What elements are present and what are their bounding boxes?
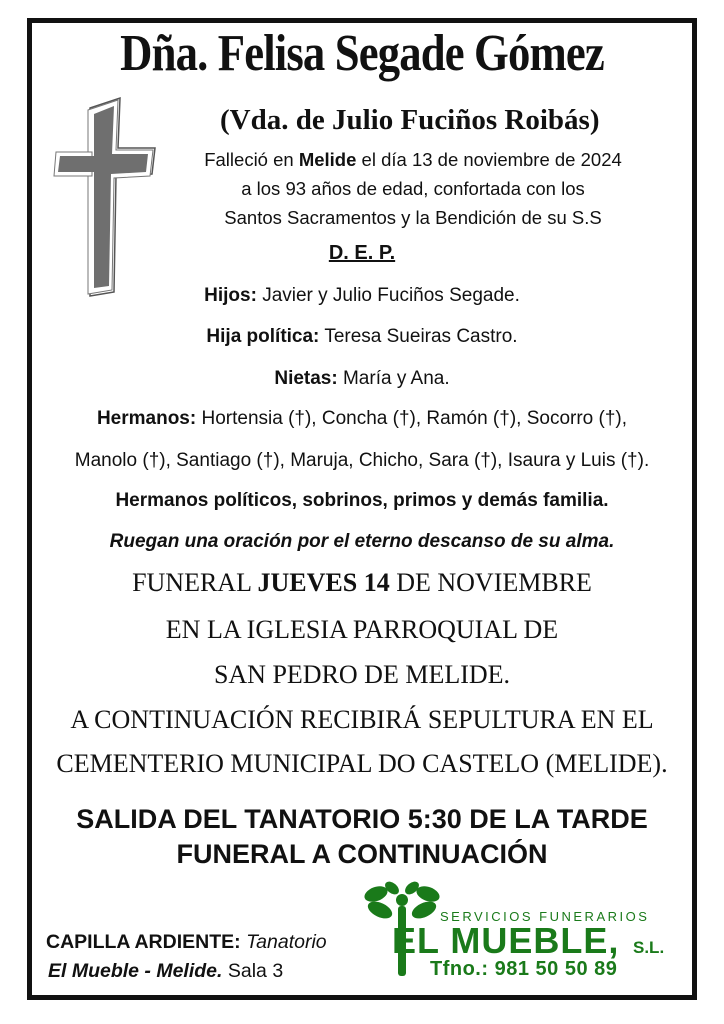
logo-brand: EL MUEBLE, [392,920,620,961]
logo-suffix: S.L. [633,938,665,957]
death-line-2: a los 93 años de edad, confortada con los [241,178,585,199]
dep-heading: D. E. P. [328,242,396,264]
siblings-line-1: Hermanos: Hortensia (†), Concha (†), Ramón (†), Socorro (†), [96,408,628,429]
death-line-3: Santos Sacramentos y la Bendición de su S.S [224,207,602,228]
funeral-line-4: A CONTINUACIÓN RECIBIRÁ SEPULTURA EN EL [70,705,654,734]
death-line-1: Falleció en Melide el día 13 de noviembre de 2024 [204,149,622,170]
widow-of: (Vda. de Julio Fuciños Roibás) [220,104,600,136]
chapel-line-2: El Mueble - Melide. Sala 3 [48,960,284,982]
cross-icon [52,96,158,298]
logo-services: SERVICIOS FUNERARIOS [440,909,650,924]
departure-line-1: SALIDA DEL TANATORIO 5:30 DE LA TARDE [76,804,648,834]
departure-line-2: FUNERAL A CONTINUACIÓN [176,839,548,869]
logo-phone: Tfno.: 981 50 50 89 [430,958,618,980]
extended-family: Hermanos políticos, sobrinos, primos y demás familia. [115,490,609,511]
siblings-line-2: Manolo (†), Santiago (†), Maruja, Chicho, Sara (†), Isaura y Luis (†). [74,450,650,471]
deceased-name: Dña. Felisa Segade Gómez [120,25,604,82]
children-line: Hijos: Javier y Julio Fuciños Segade. [204,285,520,306]
funeral-line-2: EN LA IGLESIA PARROQUIAL DE [165,615,559,644]
funeral-line-5: CEMENTERIO MUNICIPAL DO CASTELO (MELIDE). [56,749,668,778]
chapel-line-1: CAPILLA ARDIENTE: Tanatorio [46,931,327,953]
daughter-in-law-line: Hija política: Teresa Sueiras Castro. [206,326,518,347]
funeral-line-1: FUNERAL JUEVES 14 DE NOVIEMBRE [132,568,592,597]
funeral-line-3: SAN PEDRO DE MELIDE. [213,660,511,689]
prayer-request: Ruegan una oración por el eterno descanso de su alma. [109,531,615,552]
granddaughters-line: Nietas: María y Ana. [274,368,450,389]
